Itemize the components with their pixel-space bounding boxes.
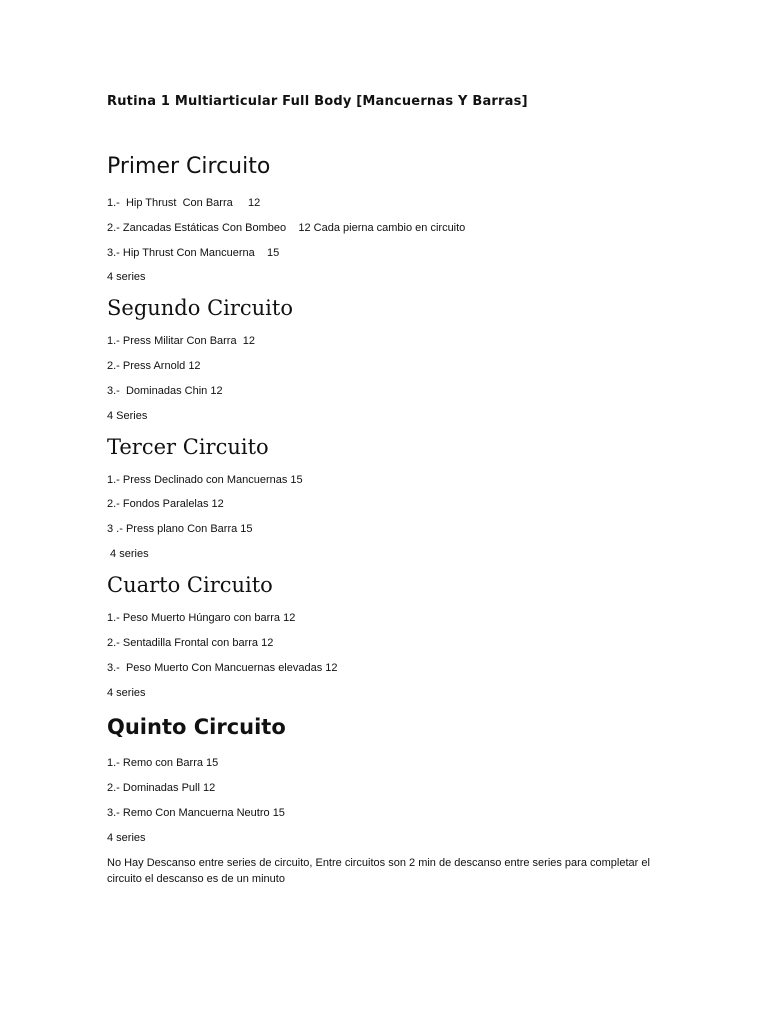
circuit-1-series: 4 series bbox=[107, 271, 146, 283]
circuit-5-item-2: 2.- Dominadas Pull 12 bbox=[107, 782, 216, 794]
circuit-heading-3: Tercer Circuito bbox=[107, 435, 269, 459]
circuit-1-item-2: 2.- Zancadas Estáticas Con Bombeo 12 Cada pierna cambio en circuito bbox=[107, 222, 466, 234]
rest-note: No Hay Descanso entre series de circuito, Entre circuitos son 2 min de descanso entre series para completar el circuito el descanso es de un minuto bbox=[107, 857, 650, 885]
circuit-3-item-1: 1.- Press Declinado con Mancuernas 15 bbox=[107, 474, 303, 486]
circuit-heading-4: Cuarto Circuito bbox=[107, 573, 273, 597]
circuit-heading-1: Primer Circuito bbox=[107, 154, 271, 179]
circuit-5-item-3: 3.- Remo Con Mancuerna Neutro 15 bbox=[107, 807, 285, 819]
circuit-4-series: 4 series bbox=[107, 687, 146, 699]
circuit-heading-5: Quinto Circuito bbox=[107, 715, 286, 739]
circuit-heading-2: Segundo Circuito bbox=[107, 296, 293, 320]
circuit-4-item-3: 3.- Peso Muerto Con Mancuernas elevadas 12 bbox=[107, 662, 338, 674]
circuit-2-item-3: 3.- Dominadas Chin 12 bbox=[107, 385, 223, 397]
circuit-3-item-2: 2.- Fondos Paralelas 12 bbox=[107, 498, 224, 510]
circuit-4-item-2: 2.- Sentadilla Frontal con barra 12 bbox=[107, 637, 274, 649]
circuit-2-series: 4 Series bbox=[107, 410, 148, 422]
circuit-2-item-1: 1.- Press Militar Con Barra 12 bbox=[107, 335, 255, 347]
circuit-1-item-1: 1.- Hip Thrust Con Barra 12 bbox=[107, 197, 261, 209]
circuit-1-item-3: 3.- Hip Thrust Con Mancuerna 15 bbox=[107, 247, 280, 259]
circuit-3-item-3: 3 .- Press plano Con Barra 15 bbox=[107, 523, 253, 535]
circuit-4-item-1: 1.- Peso Muerto Húngaro con barra 12 bbox=[107, 612, 296, 624]
circuit-3-series: 4 series bbox=[107, 548, 149, 560]
circuit-5-item-1: 1.- Remo con Barra 15 bbox=[107, 757, 219, 769]
circuit-5-series: 4 series bbox=[107, 832, 146, 844]
circuit-2-item-2: 2.- Press Arnold 12 bbox=[107, 360, 201, 372]
document-title: Rutina 1 Multiarticular Full Body [Mancuernas Y Barras] bbox=[107, 94, 528, 109]
